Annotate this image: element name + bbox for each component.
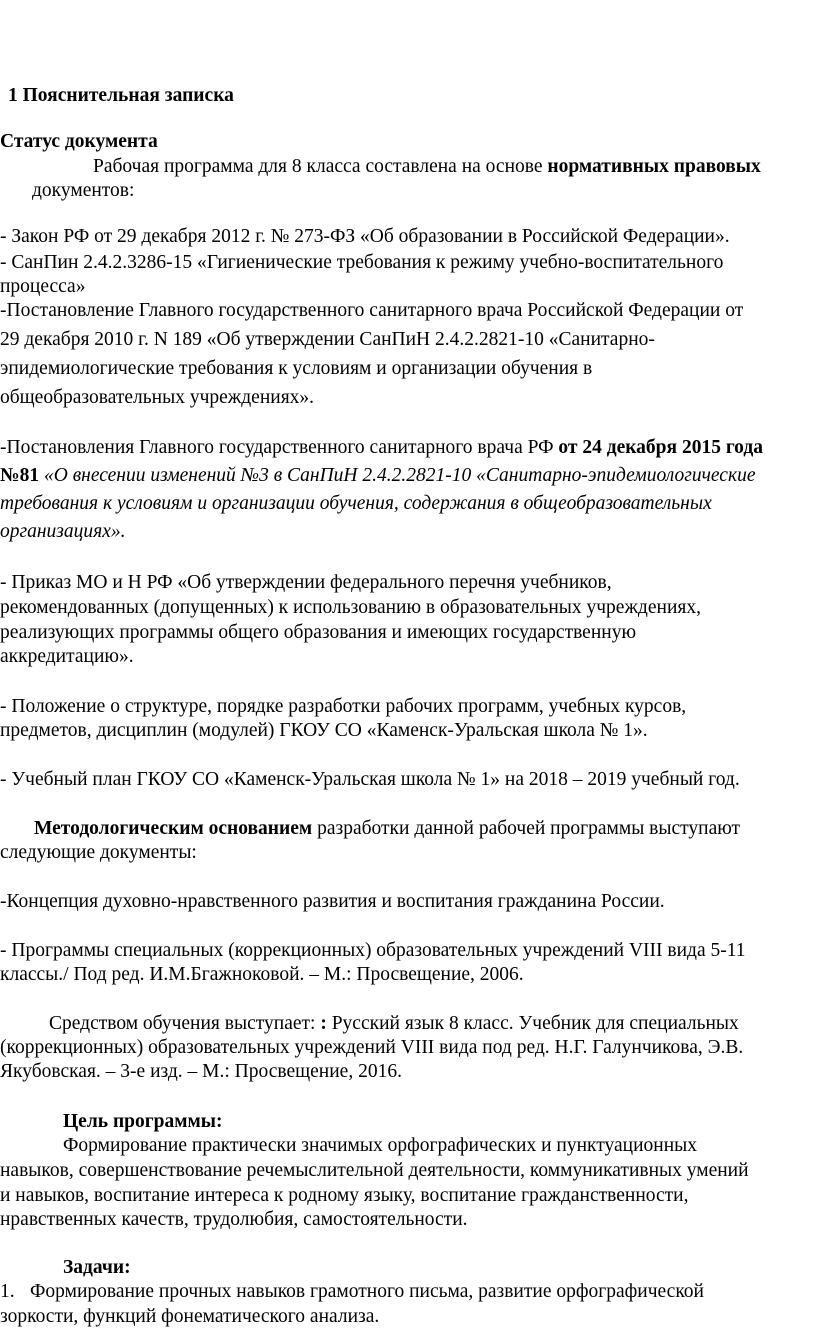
doc-post2-title: «О внесении изменений №3 в СанПиН 2.4.2.2821-10 «Санитарно-эпидемиологические xyxy=(39,465,756,486)
doc-law: - Закон РФ от 29 декабря 2012 г. № 273-ФЗ «Об образовании в Российской Федерации». xyxy=(0,226,730,247)
doc-post1-line4: общеобразовательных учреждениях». xyxy=(0,387,315,408)
doc-sanpin-line1: - СанПин 2.4.2.3286-15 «Гигиенические требования к режиму учебно-воспитательного xyxy=(0,252,724,273)
doc-order-line1: - Приказ МО и Н РФ «Об утверждении федерального перечня учебников, xyxy=(0,572,612,593)
method-concept: -Концепция духовно-нравственного развития и воспитания гражданина России. xyxy=(0,891,665,912)
goal-line3: и навыков, воспитание интереса к родному языку, воспитание гражданственности, xyxy=(0,1185,689,1206)
means-colon: : xyxy=(320,1013,327,1034)
goal-line1: Формирование практически значимых орфографических и пунктуационных xyxy=(63,1135,698,1156)
means-label: Средством обучения выступает: xyxy=(49,1013,321,1034)
doc-plan: - Учебный план ГКОУ СО «Каменск-Уральская школа № 1» на 2018 – 2019 учебный год. xyxy=(0,769,740,790)
method-bold: Методологическим основанием xyxy=(34,818,313,839)
means-line3: Якубовская. – 3-е изд. – М.: Просвещение, 2016. xyxy=(0,1061,402,1082)
doc-order-line2: рекомендованных (допущенных) к использованию в образовательных учреждениях, xyxy=(0,597,701,618)
goal-line2: навыков, совершенствование речемыслительной деятельности, коммуникативных умений xyxy=(0,1160,749,1181)
doc-post2-line3: требования к условиям и организации обучения, содержания в общеобразовательных xyxy=(0,493,712,514)
status-intro-end: документов: xyxy=(32,180,135,201)
means-book: Русский язык 8 класс. Учебник для специальных xyxy=(326,1013,739,1034)
means-line2: (коррекционных) образовательных учреждений VIII вида под ред. Н.Г. Галунчикова, Э.В. xyxy=(0,1037,744,1058)
goal-line4: нравственных качеств, трудолюбия, самостоятельности. xyxy=(0,1209,468,1230)
section-heading: 1 Пояснительная записка xyxy=(8,85,234,106)
means-line1 xyxy=(49,1012,812,1036)
doc-post2-line4: организациях». xyxy=(0,521,126,542)
doc-sanpin-line2: процесса» xyxy=(0,276,86,297)
doc-post2-date: от 24 декабря 2015 года xyxy=(558,437,763,458)
method-programs-line2: классы./ Под ред. И.М.Бгажноковой. – М.: Просвещение, 2006. xyxy=(0,964,524,985)
method-text: разработки данной рабочей программы выступают xyxy=(312,818,741,839)
doc-post2-text: -Постановления Главного государственного санитарного врача РФ xyxy=(0,437,559,458)
doc-regl-line1: - Положение о структуре, порядке разработки рабочих программ, учебных курсов, xyxy=(0,696,687,717)
task-number: 1. xyxy=(0,1281,15,1302)
status-intro-bold: нормативных правовых xyxy=(547,156,761,177)
doc-post1-line1: -Постановление Главного государственного санитарного врача Российской Федерации от xyxy=(0,300,744,321)
method-line1 xyxy=(34,817,812,841)
tasks-title: Задачи: xyxy=(63,1257,131,1278)
doc-post2-line2 xyxy=(0,464,756,488)
doc-post1-line2: 29 декабря 2010 г. N 189 «Об утверждении СанПиН 2.4.2.2821-10 «Санитарно- xyxy=(0,329,655,350)
method-line2: следующие документы: xyxy=(0,842,197,863)
status-intro-text: Рабочая программа для 8 класса составлена на основе xyxy=(93,156,548,177)
status-title: Статус документа xyxy=(0,131,158,152)
doc-order-line3: реализующих программы общего образования и имеющих государственную xyxy=(0,622,637,643)
doc-post1-line3: эпидемиологические требования к условиям и организации обучения в xyxy=(0,358,593,379)
doc-order-line4: аккредитацию». xyxy=(0,646,134,667)
task-line1: Формирование прочных навыков грамотного письма, развитие орфографической xyxy=(30,1281,704,1302)
doc-post2-number: №81 xyxy=(0,465,40,486)
goal-title: Цель программы: xyxy=(63,1111,223,1132)
task-line2: зоркости, функций фонематического анализа. xyxy=(0,1306,380,1327)
status-intro xyxy=(93,155,761,179)
doc-regl-line2: предметов, дисциплин (модулей) ГКОУ СО «Каменск-Уральская школа № 1». xyxy=(0,720,648,741)
method-programs-line1: - Программы специальных (коррекционных) образовательных учреждений VIII вида 5-11 xyxy=(0,940,746,961)
doc-post2-line1 xyxy=(0,436,763,460)
